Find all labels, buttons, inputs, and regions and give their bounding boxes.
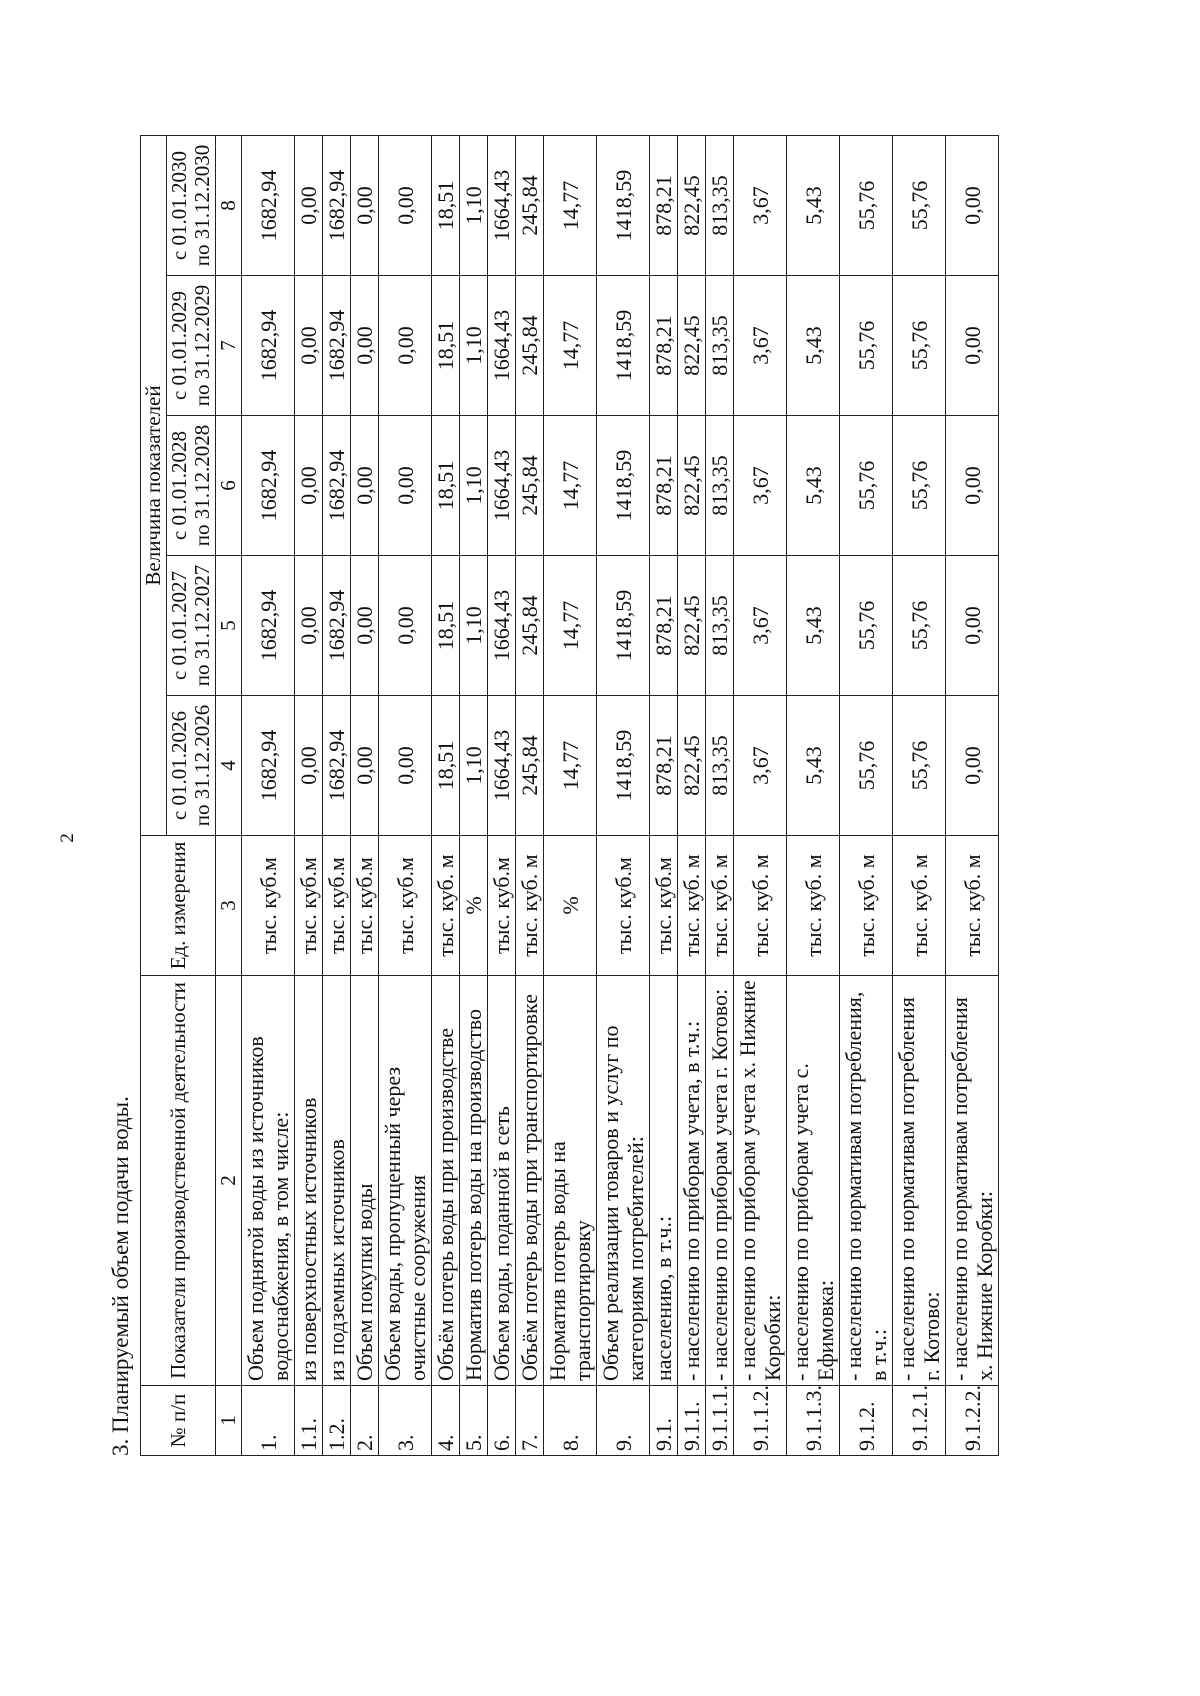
- table-row: [516, 136, 544, 1456]
- row-value: 3,67: [734, 696, 787, 836]
- row-value: 813,35: [706, 556, 734, 696]
- row-number: 9.1.2.1.: [893, 1386, 946, 1456]
- row-value: 822,45: [678, 416, 706, 556]
- row-indicator-name: - населению по нормативам потребления, в т.ч.:: [840, 976, 893, 1386]
- rotated-content: [108, 136, 1200, 1456]
- column-number: 8: [216, 136, 242, 276]
- row-number: 7.: [516, 1386, 544, 1456]
- row-value: 878,21: [650, 696, 678, 836]
- row-indicator-name: - населению по приборам учета с. Ефимовка:: [787, 976, 840, 1386]
- row-value: 245,84: [516, 416, 544, 556]
- row-value: 0,00: [295, 556, 323, 696]
- row-value: 0,00: [946, 696, 999, 836]
- row-value: 55,76: [840, 416, 893, 556]
- header-group: Величина показателей: [141, 136, 167, 836]
- row-value: 0,00: [295, 416, 323, 556]
- column-number: 2: [216, 976, 242, 1386]
- row-number: 9.1.2.: [840, 1386, 893, 1456]
- column-number: 5: [216, 556, 242, 696]
- row-unit: %: [460, 836, 488, 976]
- row-value: 18,51: [432, 556, 460, 696]
- row-indicator-name: - населению по приборам учета, в т.ч.:: [678, 976, 706, 1386]
- row-value: 55,76: [893, 416, 946, 556]
- row-number: 9.: [597, 1386, 650, 1456]
- table-row: [323, 136, 351, 1456]
- row-value: 1,10: [460, 556, 488, 696]
- row-indicator-name: Объём потерь воды при транспортировке: [516, 976, 544, 1386]
- row-value: 1682,94: [242, 556, 295, 696]
- row-value: 0,00: [295, 136, 323, 276]
- table-caption: 3. Планируемый объем подачи воды.: [108, 1096, 133, 1456]
- row-value: 0,00: [351, 556, 379, 696]
- row-number: 1.2.: [323, 1386, 351, 1456]
- row-value: 55,76: [893, 276, 946, 416]
- row-indicator-name: населению, в т.ч.:: [650, 976, 678, 1386]
- table-row: [544, 136, 597, 1456]
- row-value: 0,00: [379, 136, 432, 276]
- row-value: 55,76: [893, 556, 946, 696]
- row-value: 245,84: [516, 276, 544, 416]
- row-indicator-name: из поверхностных источников: [295, 976, 323, 1386]
- row-unit: тыс. куб. м: [946, 836, 999, 976]
- row-value: 14,77: [544, 696, 597, 836]
- row-value: 1664,43: [488, 136, 516, 276]
- row-value: 822,45: [678, 136, 706, 276]
- row-number: 6.: [488, 1386, 516, 1456]
- table-row: [488, 136, 516, 1456]
- row-value: 822,45: [678, 276, 706, 416]
- row-number: 2.: [351, 1386, 379, 1456]
- column-number: 3: [216, 836, 242, 976]
- row-value: 245,84: [516, 136, 544, 276]
- column-number: 4: [216, 696, 242, 836]
- row-number: 9.1.1.: [678, 1386, 706, 1456]
- table-row: [787, 136, 840, 1456]
- row-value: 14,77: [544, 276, 597, 416]
- column-numbers-row: [216, 136, 242, 1456]
- row-value: 55,76: [840, 556, 893, 696]
- row-value: 14,77: [544, 416, 597, 556]
- row-value: 5,43: [787, 276, 840, 416]
- row-indicator-name: Объем воды, пропущенный через очистные сооружения: [379, 976, 432, 1386]
- page-number: 2: [57, 833, 78, 843]
- row-unit: тыс. куб.м: [597, 836, 650, 976]
- row-value: 1418,59: [597, 276, 650, 416]
- row-number: 4.: [432, 1386, 460, 1456]
- row-value: 55,76: [840, 276, 893, 416]
- row-number: 8.: [544, 1386, 597, 1456]
- header-indicator: Показатели производственной деятельности: [141, 976, 216, 1386]
- row-number: 9.1.2.2.: [946, 1386, 999, 1456]
- table-row: [295, 136, 323, 1456]
- row-number: 9.1.: [650, 1386, 678, 1456]
- row-value: 822,45: [678, 556, 706, 696]
- table-row: [840, 136, 893, 1456]
- row-value: 1682,94: [323, 696, 351, 836]
- table-row: [379, 136, 432, 1456]
- header-period: с 01.01.2030 по 31.12.2030: [167, 136, 216, 276]
- row-value: 813,35: [706, 416, 734, 556]
- row-value: 18,51: [432, 136, 460, 276]
- row-value: 18,51: [432, 696, 460, 836]
- row-value: 18,51: [432, 416, 460, 556]
- row-indicator-name: Объем воды, поданной в сеть: [488, 976, 516, 1386]
- row-value: 14,77: [544, 556, 597, 696]
- row-unit: тыс. куб. м: [678, 836, 706, 976]
- row-value: 5,43: [787, 556, 840, 696]
- row-value: 878,21: [650, 136, 678, 276]
- table-row: [460, 136, 488, 1456]
- row-value: 0,00: [295, 276, 323, 416]
- row-value: 1682,94: [323, 416, 351, 556]
- header-row: [141, 136, 167, 1456]
- row-value: 0,00: [946, 276, 999, 416]
- row-value: 1682,94: [323, 136, 351, 276]
- row-indicator-name: Объём потерь воды при производстве: [432, 976, 460, 1386]
- row-unit: тыс. куб. м: [706, 836, 734, 976]
- row-value: 813,35: [706, 696, 734, 836]
- row-value: 822,45: [678, 696, 706, 836]
- row-unit: тыс. куб.м: [650, 836, 678, 976]
- row-value: 3,67: [734, 556, 787, 696]
- row-unit: тыс. куб.м: [323, 836, 351, 976]
- row-value: 878,21: [650, 556, 678, 696]
- row-unit: тыс. куб.м: [379, 836, 432, 976]
- header-num: № п/п: [141, 1386, 216, 1456]
- row-value: 1,10: [460, 416, 488, 556]
- row-value: 0,00: [379, 556, 432, 696]
- table-row: [678, 136, 706, 1456]
- table-row: [650, 136, 678, 1456]
- row-value: 1682,94: [242, 416, 295, 556]
- table-row: [734, 136, 787, 1456]
- row-unit: %: [544, 836, 597, 976]
- header-period: с 01.01.2029 по 31.12.2029: [167, 276, 216, 416]
- row-value: 0,00: [351, 696, 379, 836]
- row-unit: тыс. куб.м: [488, 836, 516, 976]
- row-value: 1418,59: [597, 556, 650, 696]
- row-indicator-name: Норматив потерь воды на производство: [460, 976, 488, 1386]
- column-number: 6: [216, 416, 242, 556]
- row-value: 0,00: [351, 276, 379, 416]
- row-value: 14,77: [544, 136, 597, 276]
- table-row: [706, 136, 734, 1456]
- table-row: [893, 136, 946, 1456]
- row-value: 55,76: [840, 136, 893, 276]
- row-number: 9.1.1.2.: [734, 1386, 787, 1456]
- row-value: 1682,94: [323, 556, 351, 696]
- row-number: 1.: [242, 1386, 295, 1456]
- header-period: с 01.01.2027 по 31.12.2027: [167, 556, 216, 696]
- row-value: 3,67: [734, 136, 787, 276]
- row-value: 245,84: [516, 556, 544, 696]
- row-value: 1418,59: [597, 696, 650, 836]
- row-value: 1664,43: [488, 696, 516, 836]
- row-value: 0,00: [946, 136, 999, 276]
- row-unit: тыс. куб. м: [734, 836, 787, 976]
- row-value: 878,21: [650, 276, 678, 416]
- table-row: [946, 136, 999, 1456]
- row-value: 18,51: [432, 276, 460, 416]
- row-value: 1,10: [460, 136, 488, 276]
- header-period: с 01.01.2028 по 31.12.2028: [167, 416, 216, 556]
- row-value: 1,10: [460, 696, 488, 836]
- row-value: 1664,43: [488, 276, 516, 416]
- row-number: 5.: [460, 1386, 488, 1456]
- row-unit: тыс. куб.м: [295, 836, 323, 976]
- row-value: 5,43: [787, 696, 840, 836]
- row-value: 1664,43: [488, 416, 516, 556]
- row-indicator-name: из подземных источников: [323, 976, 351, 1386]
- row-value: 1682,94: [242, 696, 295, 836]
- row-unit: тыс. куб.м: [242, 836, 295, 976]
- row-indicator-name: - населению по приборам учета х. Нижние Коробки:: [734, 976, 787, 1386]
- row-unit: тыс. куб. м: [893, 836, 946, 976]
- row-value: 1682,94: [323, 276, 351, 416]
- row-value: 0,00: [946, 416, 999, 556]
- table-row: [242, 136, 295, 1456]
- row-indicator-name: Объем реализации товаров и услуг по категориям потребителей:: [597, 976, 650, 1386]
- row-value: 0,00: [295, 696, 323, 836]
- column-number: 7: [216, 276, 242, 416]
- table-row: [597, 136, 650, 1456]
- row-value: 1418,59: [597, 136, 650, 276]
- row-number: 3.: [379, 1386, 432, 1456]
- row-unit: тыс. куб. м: [432, 836, 460, 976]
- row-indicator-name: Норматив потерь воды на транспортировку: [544, 976, 597, 1386]
- row-indicator-name: Объем покупки воды: [351, 976, 379, 1386]
- row-value: 0,00: [379, 276, 432, 416]
- row-indicator-name: - населению по приборам учета г. Котово:: [706, 976, 734, 1386]
- row-unit: тыс. куб.м: [351, 836, 379, 976]
- row-indicator-name: - населению по нормативам потребления г. Котово:: [893, 976, 946, 1386]
- row-value: 0,00: [379, 696, 432, 836]
- row-value: 813,35: [706, 276, 734, 416]
- row-number: 9.1.1.3.: [787, 1386, 840, 1456]
- row-value: 0,00: [379, 416, 432, 556]
- row-value: 245,84: [516, 696, 544, 836]
- row-indicator-name: Объем поднятой воды из источников водоснабжения, в том числе:: [242, 976, 295, 1386]
- header-period: с 01.01.2026 по 31.12.2026: [167, 696, 216, 836]
- row-value: 878,21: [650, 416, 678, 556]
- row-indicator-name: - населению по нормативам потребления х. Нижние Коробки:: [946, 976, 999, 1386]
- row-value: 1682,94: [242, 136, 295, 276]
- row-value: 55,76: [893, 696, 946, 836]
- row-value: 3,67: [734, 276, 787, 416]
- row-value: 5,43: [787, 416, 840, 556]
- row-unit: тыс. куб. м: [840, 836, 893, 976]
- row-unit: тыс. куб. м: [516, 836, 544, 976]
- row-value: 55,76: [893, 136, 946, 276]
- water-supply-table: [140, 135, 999, 1456]
- row-value: 3,67: [734, 416, 787, 556]
- row-value: 0,00: [351, 136, 379, 276]
- column-number: 1: [216, 1386, 242, 1456]
- row-value: 1418,59: [597, 416, 650, 556]
- table-row: [351, 136, 379, 1456]
- header-unit: Ед. измерения: [141, 836, 216, 976]
- table-row: [432, 136, 460, 1456]
- row-number: 9.1.1.1.: [706, 1386, 734, 1456]
- row-value: 55,76: [840, 696, 893, 836]
- row-value: 1664,43: [488, 556, 516, 696]
- row-value: 1682,94: [242, 276, 295, 416]
- row-value: 813,35: [706, 136, 734, 276]
- row-value: 0,00: [946, 556, 999, 696]
- row-value: 5,43: [787, 136, 840, 276]
- row-value: 0,00: [351, 416, 379, 556]
- row-value: 1,10: [460, 276, 488, 416]
- row-number: 1.1.: [295, 1386, 323, 1456]
- row-unit: тыс. куб. м: [787, 836, 840, 976]
